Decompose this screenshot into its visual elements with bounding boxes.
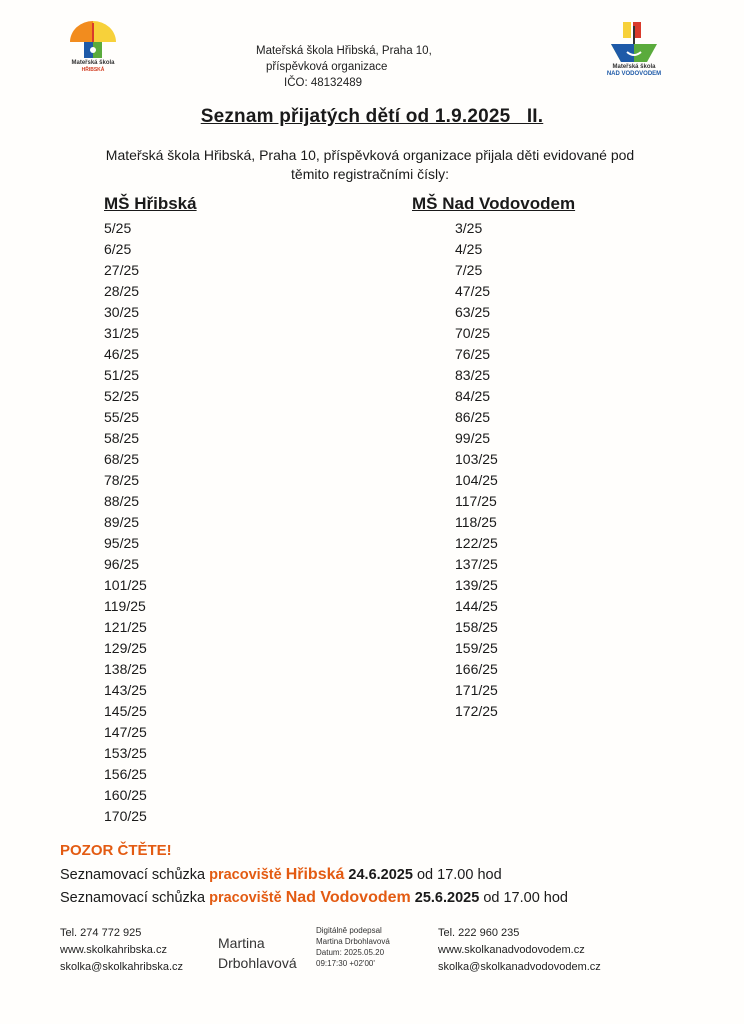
list-item: 70/25 xyxy=(455,325,491,341)
signature-name xyxy=(218,933,297,973)
list-item: 88/25 xyxy=(104,493,140,509)
mushroom-logo-icon xyxy=(68,20,118,60)
list-item: 171/25 xyxy=(455,682,498,698)
meeting-1-place: Hřibská xyxy=(285,866,345,883)
signature-time: 09:17:30 +02'00' xyxy=(316,959,375,968)
list-item: 31/25 xyxy=(104,325,140,341)
footer-right-web[interactable]: www.skolkanadvodovodem.cz xyxy=(438,944,585,956)
list-item: 47/25 xyxy=(455,283,491,299)
logo-right-subname: NAD VODOVODEM xyxy=(606,71,662,77)
meeting-2 xyxy=(60,889,568,907)
list-item: 52/25 xyxy=(104,388,140,404)
list-item: 99/25 xyxy=(455,430,491,446)
footer-contact-nad-vodovodem xyxy=(438,925,601,976)
list-item: 119/25 xyxy=(104,598,146,614)
meeting-2-date: 25.6.2025 xyxy=(414,890,480,906)
list-item: 3/25 xyxy=(455,220,483,236)
footer-contact-hribska xyxy=(60,925,183,976)
list-item: 63/25 xyxy=(455,304,491,320)
list-item: 58/25 xyxy=(104,430,140,446)
list-item: 129/25 xyxy=(104,640,147,656)
logo-left-subname: HŘIBSKÁ xyxy=(81,67,105,73)
column-heading-nad-vodovodem: MŠ Nad Vodovodem xyxy=(412,194,576,213)
signature-date: Datum: 2025.05.20 xyxy=(316,948,385,957)
list-item: 28/25 xyxy=(104,283,140,299)
list-hribska xyxy=(104,218,147,827)
list-item: 145/25 xyxy=(104,703,147,719)
footer-left-email[interactable]: skolka@skolkahribska.cz xyxy=(60,961,184,973)
meeting-2-prefix: Seznamovací schůzka xyxy=(60,890,206,906)
list-item: 139/25 xyxy=(455,577,498,593)
signature-first: Martina xyxy=(218,935,265,951)
list-item: 27/25 xyxy=(104,262,140,278)
list-item: 95/25 xyxy=(104,535,140,551)
meeting-1-workplace: pracoviště xyxy=(209,867,282,883)
list-item: 78/25 xyxy=(104,472,140,488)
list-item: 117/25 xyxy=(455,493,497,509)
list-item: 104/25 xyxy=(455,472,498,488)
notice-heading: POZOR ČTĚTE! xyxy=(60,842,172,859)
signature-label: Digitálně podepsal xyxy=(316,926,382,935)
list-item: 170/25 xyxy=(104,808,147,824)
list-item: 143/25 xyxy=(104,682,147,698)
logo-hribska xyxy=(66,20,120,73)
list-item: 103/25 xyxy=(455,451,498,467)
list-item: 160/25 xyxy=(104,787,147,803)
list-item: 4/25 xyxy=(455,241,483,257)
logo-left-name: Mateřská škola xyxy=(71,60,115,66)
list-item: 76/25 xyxy=(455,346,491,362)
list-item: 46/25 xyxy=(104,346,140,362)
meeting-1-prefix: Seznamovací schůzka xyxy=(60,867,206,883)
header-line-3: IČO: 48132489 xyxy=(284,77,363,89)
list-item: 101/25 xyxy=(104,577,147,593)
header-line-2: příspěvková organizace xyxy=(266,61,388,73)
page-title: Seznam přijatých dětí od 1.9.2025 II. xyxy=(200,106,544,127)
list-item: 118/25 xyxy=(455,514,497,530)
list-item: 156/25 xyxy=(104,766,147,782)
list-item: 83/25 xyxy=(455,367,491,383)
list-item: 144/25 xyxy=(455,598,498,614)
footer-right-email[interactable]: skolka@skolkanadvodovodem.cz xyxy=(438,961,601,973)
intro-text xyxy=(60,146,680,184)
list-item: 138/25 xyxy=(104,661,147,677)
list-item: 159/25 xyxy=(455,640,498,656)
meeting-2-workplace: pracoviště xyxy=(209,890,282,906)
logo-nad-vodovodem xyxy=(602,20,666,78)
list-item: 172/25 xyxy=(455,703,498,719)
header-line-1: Mateřská škola Hřibská, Praha 10, xyxy=(256,45,432,57)
list-item: 51/25 xyxy=(104,367,140,383)
list-item: 6/25 xyxy=(104,241,132,257)
list-item: 55/25 xyxy=(104,409,140,425)
list-item: 30/25 xyxy=(104,304,140,320)
digital-signature-meta xyxy=(316,925,390,969)
meeting-2-place: Nad Vodovodem xyxy=(285,889,411,906)
list-item: 158/25 xyxy=(455,619,498,635)
meeting-2-time: od 17.00 hod xyxy=(483,890,568,906)
list-nad-vodovodem xyxy=(455,218,498,722)
list-item: 121/25 xyxy=(104,619,147,635)
list-item: 96/25 xyxy=(104,556,140,572)
boat-logo-icon xyxy=(609,20,659,64)
intro-line-2: těmito registračními čísly: xyxy=(291,166,449,182)
list-item: 84/25 xyxy=(455,388,491,404)
list-item: 122/25 xyxy=(455,535,498,551)
signature-last: Drbohlavová xyxy=(218,955,297,971)
signature-signer: Martina Drbohlavová xyxy=(316,937,390,946)
column-heading-hribska: MŠ Hřibská xyxy=(104,194,197,213)
footer-left-tel: Tel. 274 772 925 xyxy=(60,927,142,939)
footer-left-web[interactable]: www.skolkahribska.cz xyxy=(60,944,167,956)
list-item: 89/25 xyxy=(104,514,140,530)
list-item: 166/25 xyxy=(455,661,498,677)
intro-line-1: Mateřská škola Hřibská, Praha 10, příspěvková organizace přijala děti evidované pod xyxy=(105,147,635,163)
meeting-1 xyxy=(60,866,502,884)
list-item: 68/25 xyxy=(104,451,140,467)
school-header xyxy=(240,43,480,91)
footer-right-tel: Tel. 222 960 235 xyxy=(438,927,520,939)
list-item: 5/25 xyxy=(104,220,132,236)
logo-right-name: Mateřská škola xyxy=(612,64,656,70)
meeting-1-date: 24.6.2025 xyxy=(348,867,413,883)
list-item: 153/25 xyxy=(104,745,147,761)
list-item: 147/25 xyxy=(104,724,147,740)
list-item: 7/25 xyxy=(455,262,483,278)
list-item: 137/25 xyxy=(455,556,498,572)
meeting-1-time: od 17.00 hod xyxy=(416,867,502,883)
list-item: 86/25 xyxy=(455,409,491,425)
